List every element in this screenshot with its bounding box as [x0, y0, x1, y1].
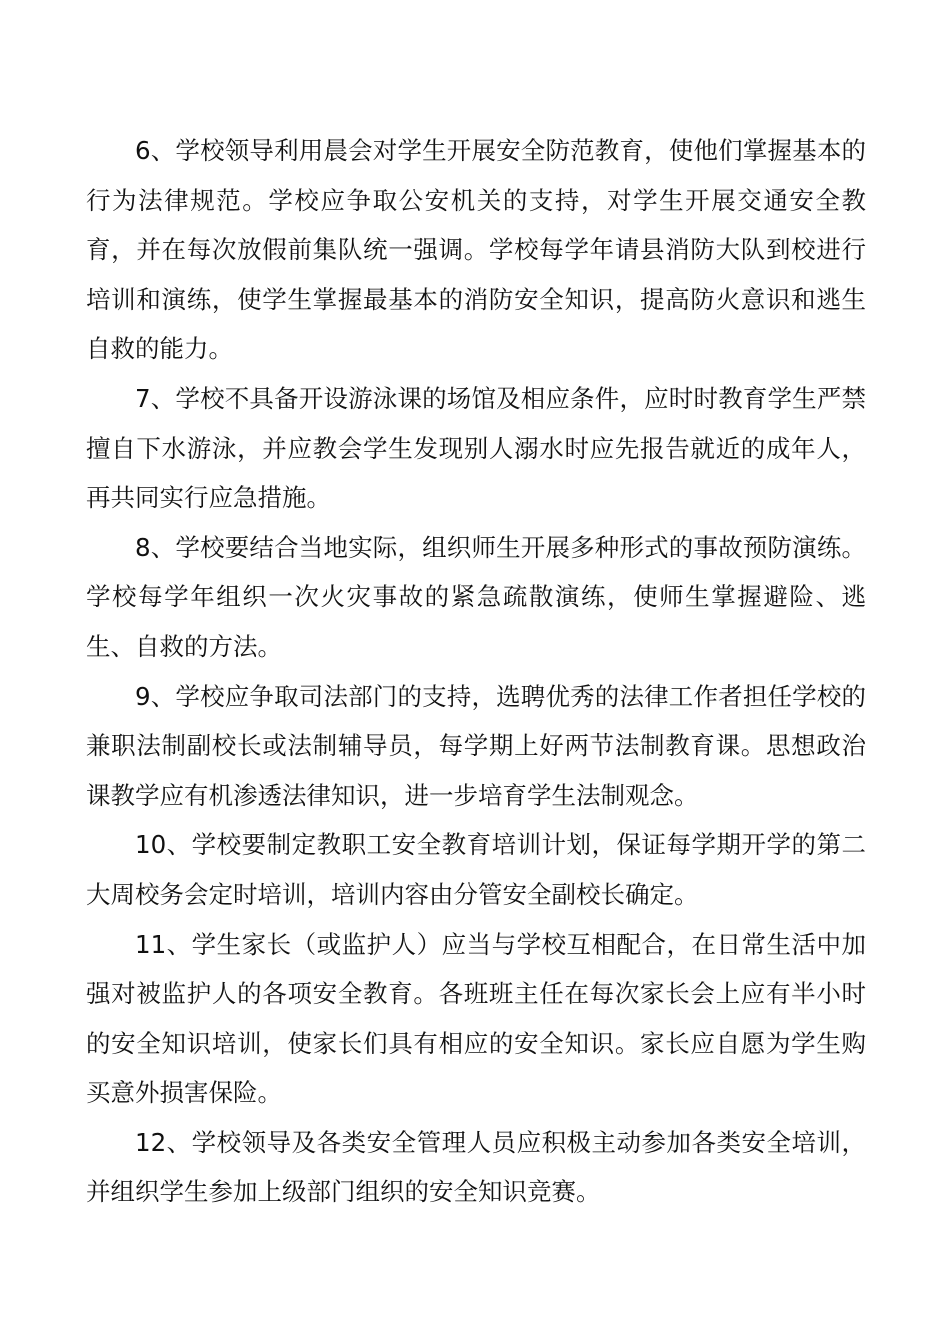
document-page: [86, 126, 866, 1217]
paragraph-item-8: 8、学校要结合当地实际，组织师生开展多种形式的事故预防演练。学校每学年组织一次火灾事故的紧急疏散演练，使师生掌握避险、逃生、自救的方法。: [86, 532, 866, 661]
paragraph-item-10: 10、学校要制定教职工安全教育培训计划，保证每学期开学的第二大周校务会定时培训，培训内容由分管安全副校长确定。: [86, 830, 866, 909]
paragraph-item-9: 9、学校应争取司法部门的支持，选聘优秀的法律工作者担任学校的兼职法制副校长或法制辅导员，每学期上好两节法制教育课。思想政治课教学应有机渗透法律知识，进一步培育学生法制观念。: [86, 681, 866, 810]
paragraph-item-6: 6、学校领导利用晨会对学生开展安全防范教育，使他们掌握基本的行为法律规范。学校应争取公安机关的支持，对学生开展交通安全教育，并在每次放假前集队统一强调。学校每学年请县消防大队到校进行培训和演练，使学生掌握最基本的消防安全知识，提高防火意识和逃生自救的能力。: [86, 136, 866, 364]
paragraph-item-7: 7、学校不具备开设游泳课的场馆及相应条件，应时时教育学生严禁擅自下水游泳，并应教会学生发现别人溺水时应先报告就近的成年人，再共同实行应急措施。: [86, 383, 866, 513]
paragraph-item-11: 11、学生家长（或监护人）应当与学校互相配合，在日常生活中加强对被监护人的各项安全教育。各班班主任在每次家长会上应有半小时的安全知识培训，使家长们具有相应的安全知识。家长应自愿为学生购买意外损害保险。: [86, 929, 866, 1108]
paragraph-item-12: 12、学校领导及各类安全管理人员应积极主动参加各类安全培训，并组织学生参加上级部门组织的安全知识竞赛。: [86, 1127, 866, 1207]
